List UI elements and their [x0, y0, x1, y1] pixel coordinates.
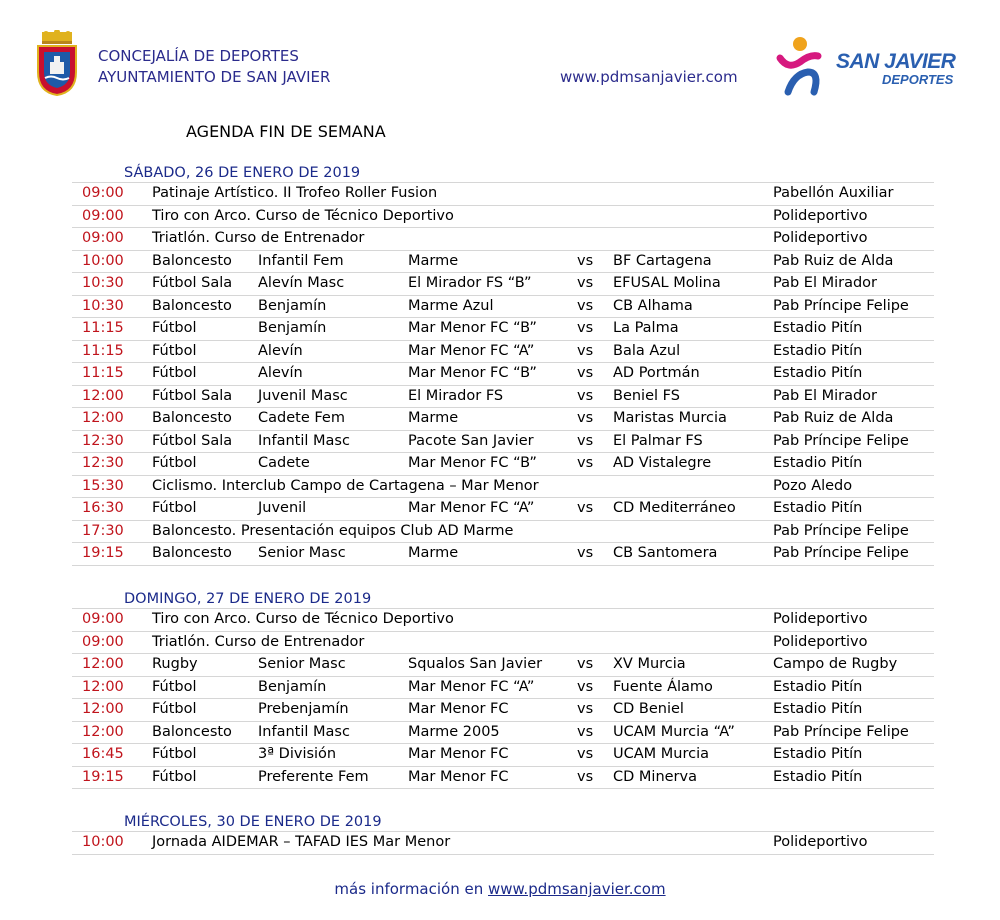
event-time: 19:15	[82, 545, 124, 561]
event-row	[72, 722, 934, 745]
footer-prefix: más información en	[334, 880, 488, 898]
event-category: Prebenjamín	[258, 701, 349, 717]
event-vs: vs	[577, 342, 594, 359]
event-category: Juvenil	[258, 500, 307, 516]
event-home-team: Marme Azul	[408, 297, 494, 314]
event-vs: vs	[577, 432, 594, 449]
event-row	[72, 431, 934, 454]
event-time: 09:00	[82, 185, 124, 201]
event-vs: vs	[577, 252, 594, 269]
event-time: 12:30	[82, 455, 124, 471]
event-time: 09:00	[82, 633, 124, 650]
event-activity: Baloncesto	[152, 545, 232, 561]
event-activity: Fútbol Sala	[152, 275, 233, 291]
event-home-team: Mar Menor FC “B”	[408, 455, 537, 471]
event-activity: Baloncesto. Presentación equipos Club AD Marme	[152, 522, 514, 539]
event-venue: Pab El Mirador	[773, 387, 878, 404]
event-row	[72, 318, 934, 341]
logo-text-1: SAN JAVIER	[836, 50, 956, 73]
day-section-wednesday	[72, 813, 934, 855]
event-row	[72, 609, 934, 632]
event-vs: vs	[577, 768, 594, 785]
event-vs: vs	[577, 701, 594, 717]
event-home-team: Mar Menor FC	[408, 768, 509, 785]
event-row	[72, 476, 934, 499]
event-away-team: AD Portmán	[613, 365, 700, 381]
org-line-1: CONCEJALÍA DE DEPORTES	[98, 47, 299, 65]
event-venue: Estadio Pitín	[773, 678, 863, 695]
event-category: Infantil Fem	[258, 252, 344, 269]
event-venue: Polideportivo	[773, 230, 868, 246]
event-activity: Fútbol Sala	[152, 387, 233, 404]
event-venue: Pab Príncipe Felipe	[773, 723, 909, 740]
event-venue: Pab Príncipe Felipe	[773, 297, 909, 314]
event-time: 12:00	[82, 656, 124, 672]
event-vs: vs	[577, 500, 594, 516]
event-home-team: Marme 2005	[408, 723, 500, 740]
event-row	[72, 498, 934, 521]
event-home-team: Mar Menor FC “B”	[408, 320, 537, 336]
event-row	[72, 206, 934, 229]
event-time: 16:30	[82, 500, 124, 516]
event-venue: Pab Ruiz de Alda	[773, 410, 894, 426]
event-row	[72, 251, 934, 274]
event-category: Preferente Fem	[258, 768, 369, 785]
event-venue: Estadio Pitín	[773, 768, 863, 785]
event-venue: Pab Príncipe Felipe	[773, 432, 909, 449]
event-category: 3ª División	[258, 746, 337, 762]
event-venue: Pab El Mirador	[773, 275, 878, 291]
event-time: 12:30	[82, 432, 124, 449]
event-venue: Campo de Rugby	[773, 656, 898, 672]
event-time: 12:00	[82, 723, 124, 740]
event-vs: vs	[577, 678, 594, 695]
event-row	[72, 408, 934, 431]
event-activity: Fútbol	[152, 678, 197, 695]
event-row	[72, 453, 934, 476]
event-activity: Ciclismo. Interclub Campo de Cartagena – Mar Menor	[152, 477, 539, 494]
event-category: Juvenil Masc	[258, 387, 348, 404]
event-category: Cadete Fem	[258, 410, 345, 426]
event-row	[72, 386, 934, 409]
event-vs: vs	[577, 275, 594, 291]
event-activity: Fútbol Sala	[152, 432, 233, 449]
event-activity: Fútbol	[152, 768, 197, 785]
event-row	[72, 632, 934, 655]
event-row	[72, 183, 934, 206]
event-category: Alevín	[258, 342, 303, 359]
event-home-team: Marme	[408, 545, 459, 561]
day-section-sunday	[72, 590, 934, 789]
event-row	[72, 677, 934, 700]
event-row	[72, 363, 934, 386]
event-vs: vs	[577, 365, 594, 381]
event-row	[72, 744, 934, 767]
event-vs: vs	[577, 455, 594, 471]
event-vs: vs	[577, 387, 594, 404]
event-vs: vs	[577, 656, 594, 672]
event-activity: Baloncesto	[152, 410, 232, 426]
event-activity: Fútbol	[152, 342, 197, 359]
day-section-saturday	[72, 164, 934, 566]
event-vs: vs	[577, 723, 594, 740]
event-row	[72, 296, 934, 319]
event-time: 11:15	[82, 320, 124, 336]
event-category: Benjamín	[258, 320, 327, 336]
event-row	[72, 228, 934, 251]
event-time: 16:45	[82, 746, 124, 762]
event-venue: Pabellón Auxiliar	[773, 185, 894, 201]
event-activity: Baloncesto	[152, 297, 232, 314]
event-time: 15:30	[82, 477, 124, 494]
event-time: 12:00	[82, 678, 124, 695]
event-away-team: XV Murcia	[613, 656, 686, 672]
event-time: 12:00	[82, 701, 124, 717]
runner-figure-icon	[774, 36, 830, 98]
event-venue: Estadio Pitín	[773, 320, 863, 336]
coat-of-arms-icon	[34, 30, 80, 96]
event-category: Infantil Masc	[258, 723, 350, 740]
event-home-team: Marme	[408, 252, 459, 269]
event-activity: Jornada AIDEMAR – TAFAD IES Mar Menor	[152, 834, 451, 850]
event-activity: Triatlón. Curso de Entrenador	[152, 230, 365, 246]
page-header	[0, 0, 1000, 110]
event-venue: Estadio Pitín	[773, 701, 863, 717]
day-title: SÁBADO, 26 DE ENERO DE 2019	[72, 164, 934, 183]
event-activity: Baloncesto	[152, 252, 232, 269]
event-home-team: El Mirador FS	[408, 387, 504, 404]
event-away-team: UCAM Murcia “A”	[613, 723, 735, 740]
event-category: Cadete	[258, 455, 310, 471]
event-activity: Rugby	[152, 656, 198, 672]
event-activity: Fútbol	[152, 500, 197, 516]
event-vs: vs	[577, 297, 594, 314]
event-activity: Fútbol	[152, 365, 197, 381]
event-category: Infantil Masc	[258, 432, 350, 449]
event-row	[72, 767, 934, 790]
event-category: Benjamín	[258, 297, 327, 314]
day-title: DOMINGO, 27 DE ENERO DE 2019	[72, 590, 934, 609]
event-venue: Estadio Pitín	[773, 342, 863, 359]
event-category: Alevín	[258, 365, 303, 381]
event-venue: Estadio Pitín	[773, 746, 863, 762]
event-activity: Fútbol	[152, 320, 197, 336]
page-title: AGENDA FIN DE SEMANA	[186, 122, 386, 141]
event-row	[72, 832, 934, 855]
event-away-team: La Palma	[613, 320, 679, 336]
day-title: MIÉRCOLES, 30 DE ENERO DE 2019	[72, 813, 934, 832]
event-home-team: Mar Menor FC “A”	[408, 342, 535, 359]
event-away-team: CB Santomera	[613, 545, 718, 561]
footer	[0, 880, 1000, 898]
event-away-team: BF Cartagena	[613, 252, 712, 269]
event-home-team: Mar Menor FC “A”	[408, 500, 535, 516]
event-away-team: CB Alhama	[613, 297, 693, 314]
event-activity: Tiro con Arco. Curso de Técnico Deportivo	[152, 207, 454, 224]
event-venue: Pab Príncipe Felipe	[773, 545, 909, 561]
event-venue: Polideportivo	[773, 207, 868, 224]
event-home-team: Pacote San Javier	[408, 432, 534, 449]
event-venue: Pozo Aledo	[773, 477, 853, 494]
event-row	[72, 521, 934, 544]
event-time: 11:15	[82, 342, 124, 359]
san-javier-deportes-logo	[774, 36, 964, 98]
header-website-link[interactable]: www.pdmsanjavier.com	[560, 68, 738, 86]
event-vs: vs	[577, 320, 594, 336]
logo-text-2: DEPORTES	[882, 72, 954, 87]
event-home-team: Mar Menor FC	[408, 746, 509, 762]
event-time: 10:00	[82, 834, 124, 850]
event-away-team: Beniel FS	[613, 387, 680, 404]
event-away-team: Bala Azul	[613, 342, 681, 359]
event-away-team: CD Minerva	[613, 768, 697, 785]
event-home-team: Mar Menor FC “A”	[408, 678, 535, 695]
organization-name	[98, 46, 330, 88]
event-away-team: CD Mediterráneo	[613, 500, 736, 516]
event-category: Alevín Masc	[258, 275, 345, 291]
org-line-2: AYUNTAMIENTO DE SAN JAVIER	[98, 68, 331, 86]
event-category: Benjamín	[258, 678, 327, 695]
event-time: 12:00	[82, 387, 124, 404]
event-activity: Triatlón. Curso de Entrenador	[152, 633, 365, 650]
event-time: 12:00	[82, 410, 124, 426]
event-time: 10:30	[82, 275, 124, 291]
event-home-team: Squalos San Javier	[408, 656, 543, 672]
event-time: 09:00	[82, 207, 124, 224]
event-venue: Estadio Pitín	[773, 365, 863, 381]
event-activity: Fútbol	[152, 746, 197, 762]
event-away-team: UCAM Murcia	[613, 746, 710, 762]
event-away-team: Fuente Álamo	[613, 678, 713, 695]
event-venue: Estadio Pitín	[773, 500, 863, 516]
event-vs: vs	[577, 746, 594, 762]
event-time: 11:15	[82, 365, 124, 381]
event-home-team: Marme	[408, 410, 459, 426]
event-row	[72, 273, 934, 296]
footer-website-link[interactable]: www.pdmsanjavier.com	[488, 880, 666, 898]
event-activity: Fútbol	[152, 455, 197, 471]
event-home-team: El Mirador FS “B”	[408, 275, 532, 291]
event-activity: Tiro con Arco. Curso de Técnico Deportivo	[152, 611, 454, 627]
event-time: 10:00	[82, 252, 124, 269]
event-time: 09:00	[82, 611, 124, 627]
event-category: Senior Masc	[258, 656, 346, 672]
event-activity: Patinaje Artístico. II Trofeo Roller Fusion	[152, 185, 438, 201]
event-home-team: Mar Menor FC	[408, 701, 509, 717]
event-away-team: AD Vistalegre	[613, 455, 712, 471]
event-away-team: Maristas Murcia	[613, 410, 727, 426]
event-time: 17:30	[82, 522, 124, 539]
event-venue: Pab Ruiz de Alda	[773, 252, 894, 269]
event-category: Senior Masc	[258, 545, 346, 561]
event-activity: Fútbol	[152, 701, 197, 717]
event-venue: Estadio Pitín	[773, 455, 863, 471]
event-time: 09:00	[82, 230, 124, 246]
event-venue: Polideportivo	[773, 633, 868, 650]
event-venue: Polideportivo	[773, 834, 868, 850]
event-away-team: El Palmar FS	[613, 432, 703, 449]
event-away-team: CD Beniel	[613, 701, 684, 717]
event-row	[72, 699, 934, 722]
event-vs: vs	[577, 410, 594, 426]
event-home-team: Mar Menor FC “B”	[408, 365, 537, 381]
event-time: 10:30	[82, 297, 124, 314]
event-time: 19:15	[82, 768, 124, 785]
event-venue: Polideportivo	[773, 611, 868, 627]
event-activity: Baloncesto	[152, 723, 232, 740]
event-row	[72, 654, 934, 677]
event-row	[72, 543, 934, 566]
event-venue: Pab Príncipe Felipe	[773, 522, 909, 539]
event-row	[72, 341, 934, 364]
event-vs: vs	[577, 545, 594, 561]
event-away-team: EFUSAL Molina	[613, 275, 721, 291]
